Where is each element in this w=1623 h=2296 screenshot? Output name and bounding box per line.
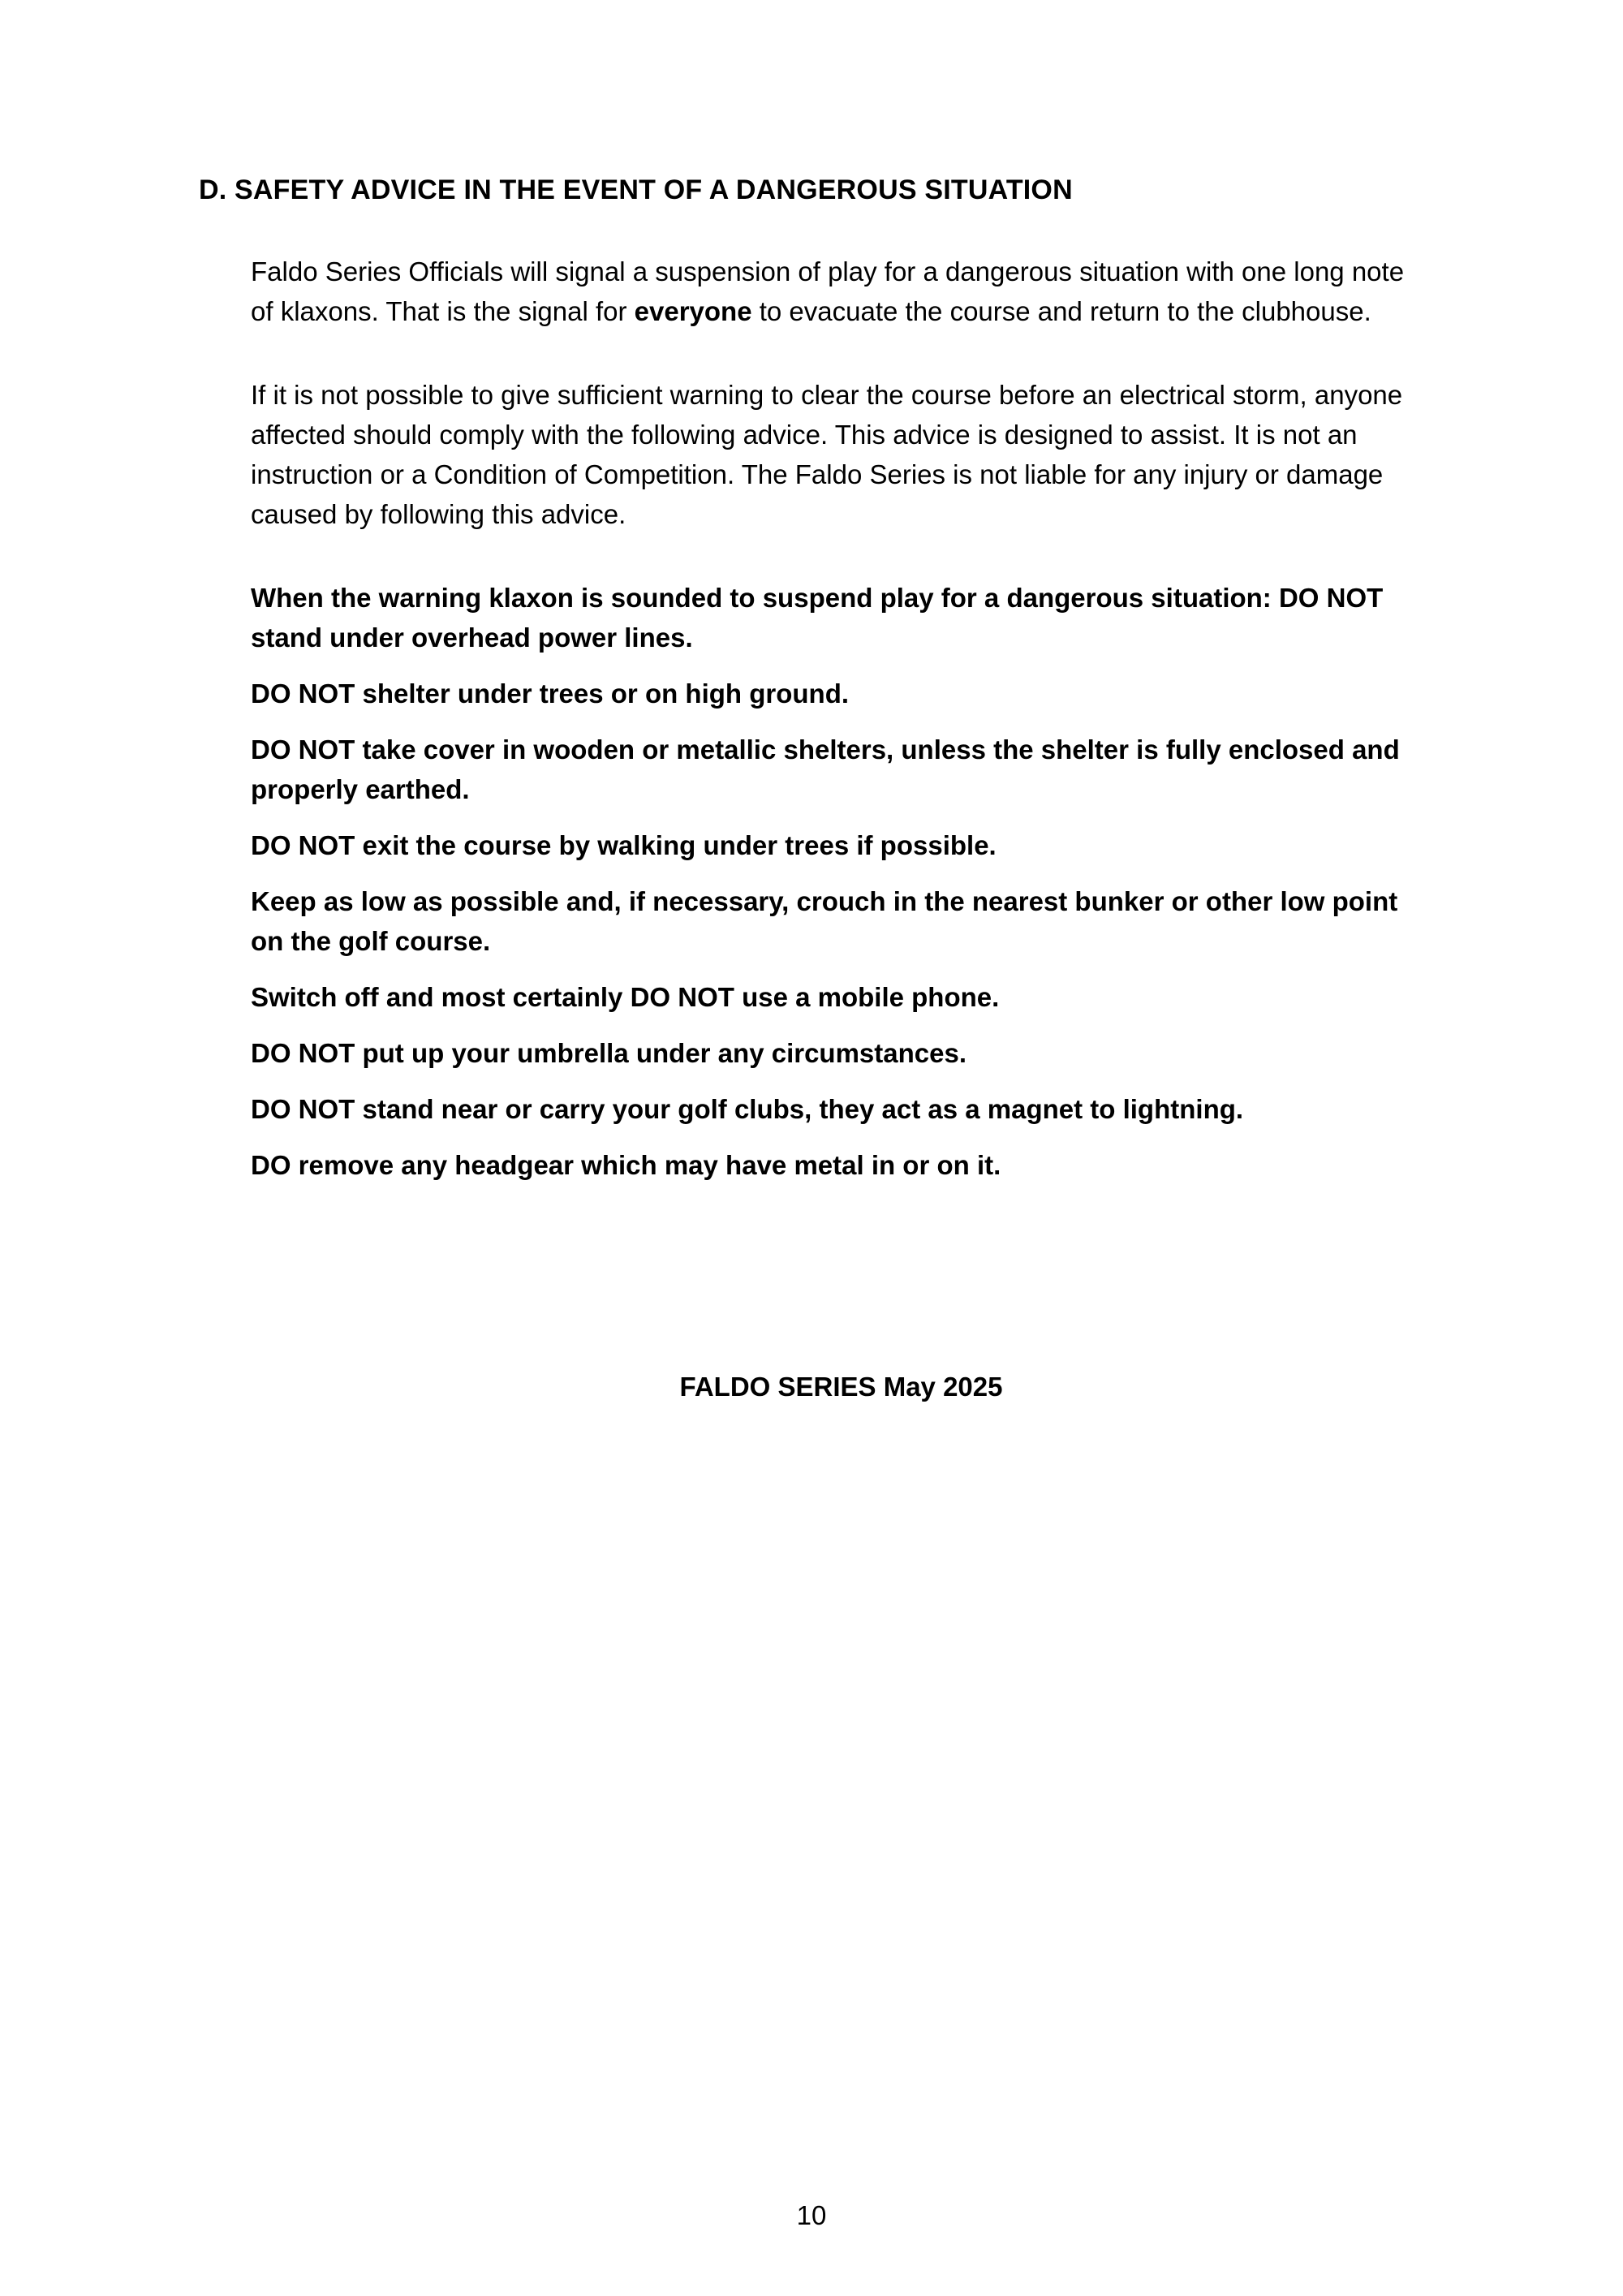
- instruction-item: DO NOT exit the course by walking under trees if possible.: [251, 830, 997, 860]
- instruction-item: DO NOT take cover in wooden or metallic shelters, unless the shelter is fully enclosed and properly earthed.: [251, 734, 1400, 804]
- instruction-item: DO NOT stand near or carry your golf clubs, they act as a magnet to lightning.: [251, 1094, 1244, 1124]
- instruction-item: Switch off and most certainly DO NOT use a mobile phone.: [251, 982, 1000, 1012]
- intro-text-before: Faldo Series Officials will signal a suspension of play for a dangerous situation with one long note of klaxons. That is the signal for: [251, 256, 1405, 326]
- instruction-item: DO NOT shelter under trees or on high ground.: [251, 678, 850, 709]
- intro-text-after: to evacuate the course and return to the clubhouse.: [751, 296, 1371, 326]
- intro-bold-word: everyone: [634, 296, 752, 326]
- section-heading: D. SAFETY ADVICE IN THE EVENT OF A DANGEROUS SITUATION: [199, 174, 1073, 205]
- paragraph-klaxon-signal: [251, 252, 1431, 331]
- instruction-item: DO remove any headgear which may have metal in or on it.: [251, 1150, 1001, 1180]
- safety-instructions-list: [251, 578, 1431, 1185]
- page-number: 10: [796, 2200, 827, 2230]
- footer-series-date: FALDO SERIES May 2025: [679, 1372, 1003, 1402]
- instruction-item: When the warning klaxon is sounded to suspend play for a dangerous situation: DO NOT stand under overhead power lines.: [251, 583, 1384, 653]
- instruction-item: Keep as low as possible and, if necessary, crouch in the nearest bunker or other low point on the golf course.: [251, 886, 1398, 956]
- document-content: [251, 252, 1431, 1402]
- paragraph-advice-disclaimer: If it is not possible to give sufficient warning to clear the course before an electrical storm, anyone affected should comply with the following advice. This advice is designed to assist. It is not an instruction or a Condition of Competition. The Faldo Series is not liable for any injury or damage caused by following this advice.: [251, 380, 1403, 529]
- instruction-item: DO NOT put up your umbrella under any circumstances.: [251, 1038, 967, 1068]
